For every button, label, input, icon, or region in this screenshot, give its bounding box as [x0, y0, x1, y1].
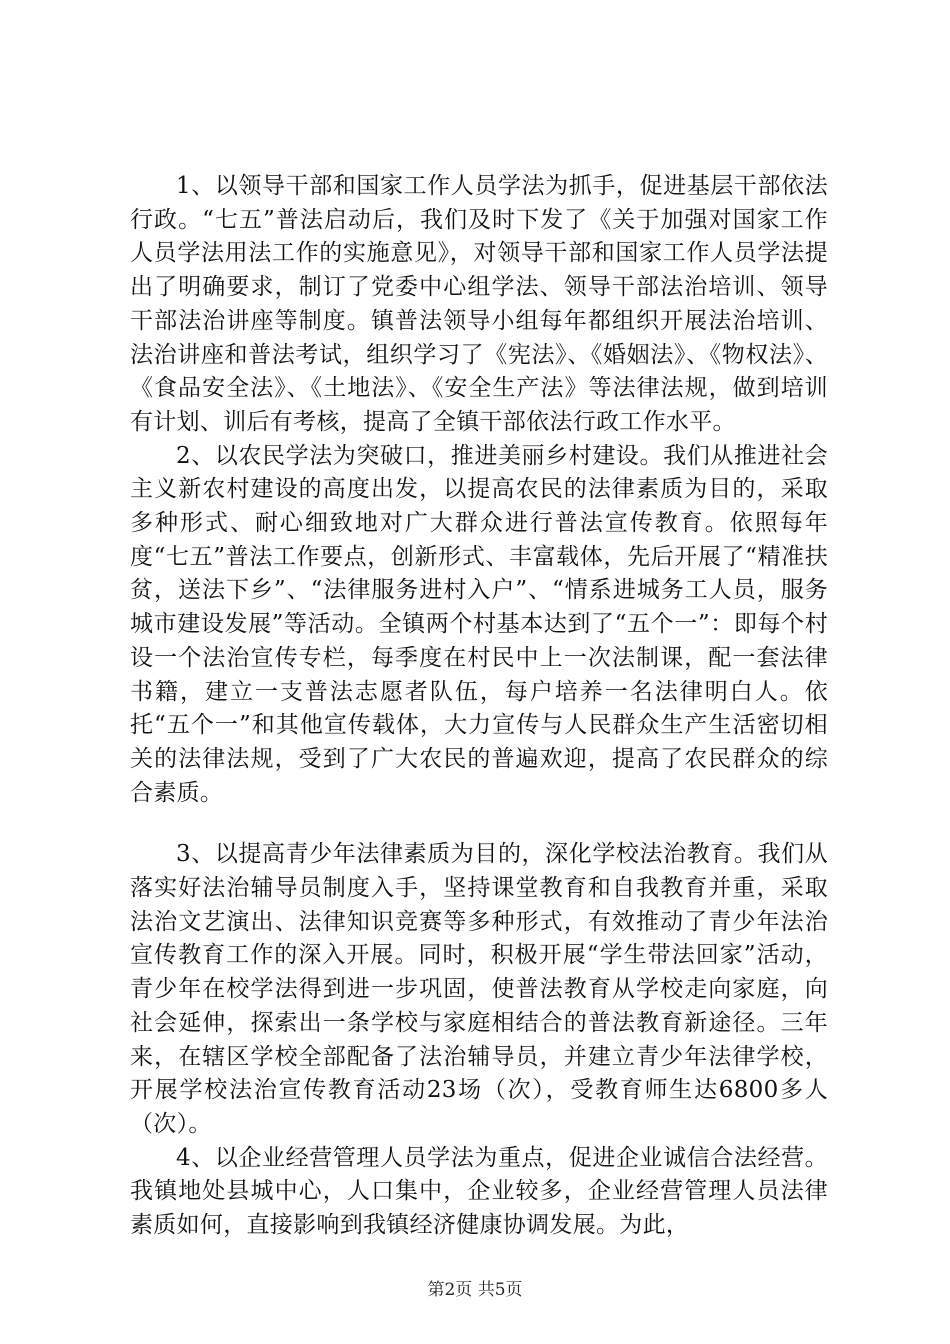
paragraph-2: 2、以农民学法为突破口，推进美丽乡村建设。我们从推进社会主义新农村建设的高度出发，以提高农民的法律素质为目的，采取多种形式、耐心细致地对广大群众进行普法宣传教育。依照每年度“七五”普法工作要点，创新形式、丰富载体，先后开展了“精准扶贫，送法下乡”、“法律服务进村入户”、“情系进城务工人员，服务城市建设发展”等活动。全镇两个村基本达到了“五个一”：即每个村设一个法治宣传专栏，每季度在村民中上一次法制课，配一套法律书籍，建立一支普法志愿者队伍，每户培养一名法律明白人。依托“五个一”和其他宣传载体，大力宣传与人民群众生产生活密切相关的法律法规，受到了广大农民的普遍欢迎，提高了农民群众的综合素质。 [130, 442, 828, 806]
document-body [130, 170, 828, 1243]
paragraph-3: 3、以提高青少年法律素质为目的，深化学校法治教育。我们从落实好法治辅导员制度入手，坚持课堂教育和自我教育并重，采取法治文艺演出、法律知识竞赛等多种形式，有效推动了青少年法治宣传教育工作的深入开展。同时，积极开展“学生带法回家”活动，青少年在校学法得到进一步巩固，使普法教育从学校走向家庭，向社会延伸，探索出一条学校与家庭相结合的普法教育新途径。三年来，在辖区学校全部配备了法治辅导员，并建立青少年法律学校，开展学校法治宣传教育活动23场（次），受教育师生达6800多人（次）。 [130, 841, 828, 1137]
page-footer: 第2页 共5页 [427, 1280, 523, 1300]
paragraph-1: 1、以领导干部和国家工作人员学法为抓手，促进基层干部依法行政。“七五”普法启动后，我们及时下发了《关于加强对国家工作人员学法用法工作的实施意见》，对领导干部和国家工作人员学法提出了明确要求，制订了党委中心组学法、领导干部法治培训、领导干部法治讲座等制度。镇普法领导小组每年都组织开展法治培训、法治讲座和普法考试，组织学习了《宪法》、《婚姻法》、《物权法》、《食品安全法》、《土地法》、《安全生产法》等法律法规，做到培训有计划、训后有考核，提高了全镇干部依法行政工作水平。 [130, 173, 828, 435]
paragraph-4: 4、以企业经营管理人员学法为重点，促进企业诚信合法经营。我镇地处县城中心，人口集中，企业较多，企业经营管理人员法律素质如何，直接影响到我镇经济健康协调发展。为此， [130, 1144, 828, 1239]
